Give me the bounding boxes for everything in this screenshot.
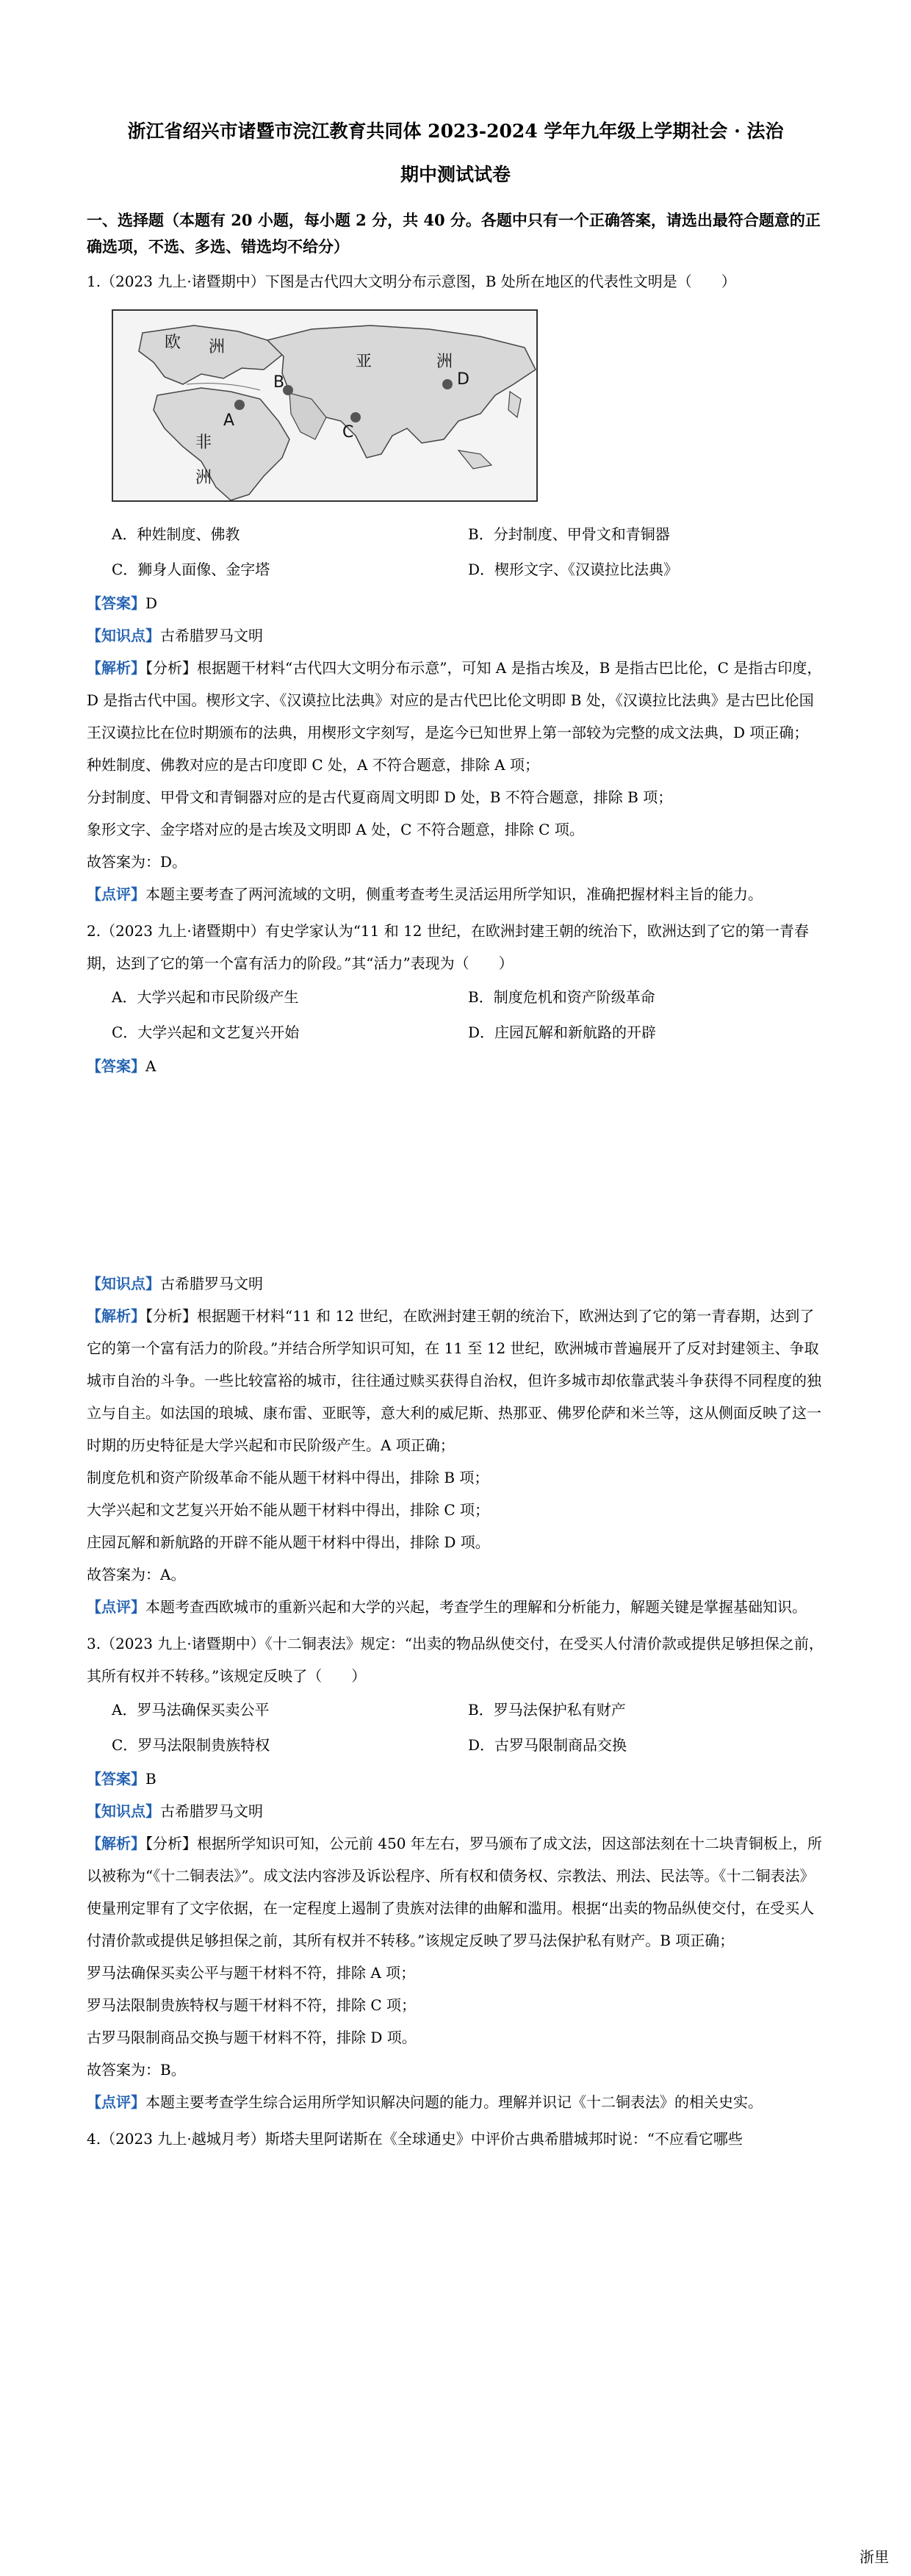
comment-paragraph <box>87 2086 824 2118</box>
comment-tag: 【点评】 <box>87 2093 145 2111</box>
question-3 <box>87 1627 824 2118</box>
comment-tag: 【点评】 <box>87 885 145 903</box>
analysis-paragraph <box>87 1300 824 1461</box>
map-label-D: D <box>457 370 469 389</box>
map-label-europe: 欧 <box>165 334 181 352</box>
option-a: A．大学兴起和市民阶级产生 <box>112 988 299 1006</box>
analysis-tag: 【解析】 <box>87 659 145 677</box>
question-1-stem: 1.（2023 九上·诸暨期中）下图是古代四大文明分布示意图，B 处所在地区的代表性文明是（ ） <box>87 273 736 290</box>
option-a: A．罗马法确保买卖公平 <box>112 1701 270 1719</box>
option-b: B．制度危机和资产阶级革命 <box>468 988 655 1006</box>
option-b: B．分封制度、甲骨文和青铜器 <box>468 525 670 543</box>
analysis-tag: 【解析】 <box>87 1835 145 1852</box>
answer-line <box>87 1763 824 1795</box>
analysis-text: 【分析】根据所学知识可知，公元前 450 年左右，罗马颁布了成文法，因这部法刻在十二块青铜板上，所以被称为“《十二铜表法》”。成文法内容涉及诉讼程序、所有权和债务权、宗教法、刑法、民法等。《十二铜表法》使量刑定罪有了文字依据，在一定程度上遏制了贵族对法律的曲解和滥用。根据“出卖的物品纵使交付，在受买人付清价款或提供足够担保之前，其所有权并不转移。”该规定反映了罗马法保护私有财产。B 项正确； <box>87 1835 822 1949</box>
knowledge-tag: 【知识点】 <box>87 1802 160 1820</box>
option-b: B．罗马法保护私有财产 <box>468 1701 626 1719</box>
paper-title-line1: 浙江省绍兴市诸暨市浣江教育共同体 2023-2024 学年九年级上学期社会 · 法治 <box>127 120 784 142</box>
answer-value: A <box>145 1057 156 1075</box>
analysis-paragraph <box>87 652 824 749</box>
map-label-asia-2: 洲 <box>436 353 453 371</box>
knowledge-value: 古希腊罗马文明 <box>160 627 263 644</box>
comment-tag: 【点评】 <box>87 1598 145 1616</box>
analysis-line: 罗马法限制贵族特权与题干材料不符，排除 C 项； <box>87 1996 417 2014</box>
map-label-asia: 亚 <box>356 353 372 371</box>
question-3-stem: 3.（2023 九上·诸暨期中）《十二铜表法》规定：“出卖的物品纵使交付，在受买人付清价款或提供足够担保之前，其所有权并不转移。”该规定反映了（ ） <box>87 1635 824 1685</box>
option-d: D．庄园瓦解和新航路的开辟 <box>468 1023 657 1041</box>
analysis-line: 象形文字、金字塔对应的是古埃及文明即 A 处，C 不符合题意，排除 C 项。 <box>87 821 584 838</box>
comment-text: 本题考查西欧城市的重新兴起和大学的兴起，考查学生的理解和分析能力，解题关键是掌握基础知识。 <box>145 1598 807 1616</box>
question-4 <box>87 2123 824 2155</box>
answer-conclusion: 故答案为：D。 <box>87 853 187 871</box>
analysis-tag: 【解析】 <box>87 1307 145 1325</box>
answer-tag: 【答案】 <box>87 1057 145 1075</box>
option-c: C．大学兴起和文艺复兴开始 <box>112 1023 300 1041</box>
option-c: C．狮身人面像、金字塔 <box>112 561 270 578</box>
analysis-line: 分封制度、甲骨文和青铜器对应的是古代夏商周文明即 D 处，B 不符合题意，排除 B 项； <box>87 788 673 806</box>
option-d: D．古罗马限制商品交换 <box>468 1736 627 1754</box>
footer-watermark: 浙里 <box>860 2548 889 2566</box>
analysis-paragraph <box>87 1827 824 1957</box>
analysis-line: 庄园瓦解和新航路的开辟不能从题干材料中得出，排除 D 项。 <box>87 1533 490 1551</box>
question-2-options <box>87 979 824 1050</box>
analysis-line: 古罗马限制商品交换与题干材料不符，排除 D 项。 <box>87 2029 417 2046</box>
analysis-line: 种姓制度、佛教对应的是古印度即 C 处，A 不符合题意，排除 A 项； <box>87 756 539 774</box>
analysis-line: 制度危机和资产阶级革命不能从题干材料中得出，排除 B 项； <box>87 1469 489 1486</box>
question-2-stem: 2.（2023 九上·诸暨期中）有史学家认为“11 和 12 世纪，在欧洲封建王朝的统治下，欧洲达到了它的第一青春期，达到了它的第一个富有活力的阶段。”其“活力”表现为（ ） <box>87 922 809 972</box>
answer-line <box>87 587 824 619</box>
knowledge-tag: 【知识点】 <box>87 1275 160 1292</box>
paper-title-line2: 期中测试试卷 <box>400 163 511 185</box>
map-label-C: C <box>342 423 354 442</box>
map-label-africa: 非 <box>195 433 212 452</box>
knowledge-line <box>87 1795 824 1827</box>
knowledge-line <box>87 1267 824 1300</box>
knowledge-value: 古希腊罗马文明 <box>160 1275 263 1292</box>
knowledge-tag: 【知识点】 <box>87 627 160 644</box>
option-a: A．种姓制度、佛教 <box>112 525 240 543</box>
knowledge-value: 古希腊罗马文明 <box>160 1802 263 1820</box>
answer-value: B <box>145 1770 156 1788</box>
analysis-text: 【分析】根据题干材料“11 和 12 世纪，在欧洲封建王朝的统治下，欧洲达到了它的第一青春期，达到了它的第一个富有活力的阶段。”并结合所学知识可知，在 11 至 12 世纪，欧洲城市普遍展开了反对封建领主、争取城市自治的斗争。一些比较富裕的城市，往往通过赎买获得自治权，但许多城市却依靠武装斗争获得不同程度的独立与自主。如法国的琅城、康布雷、亚眠等，意大利的威尼斯、热那亚、佛罗伦萨和米兰等，这从侧面反映了这一时期的历史特征是大学兴起和市民阶级产生。A 项正确； <box>87 1307 821 1454</box>
question-1-options <box>87 517 824 587</box>
section-heading: 一、选择题（本题有 20 小题，每小题 2 分，共 40 分。各题中只有一个正确答案，请选出最符合题意的正确选项，不选、多选、错选均不给分） <box>87 210 821 256</box>
question-1 <box>87 265 824 910</box>
answer-tag: 【答案】 <box>87 594 145 612</box>
question-4-stem: 4.（2023 九上·越城月考）斯塔夫里阿诺斯在《全球通史》中评价古典希腊城邦时说：“不应看它哪些 <box>87 2130 743 2148</box>
option-d: D．楔形文字、《汉谟拉比法典》 <box>468 561 679 578</box>
comment-paragraph <box>87 1591 824 1623</box>
map-label-A: A <box>223 411 235 430</box>
analysis-text: 【分析】根据题干材料“古代四大文明分布示意”，可知 A 是指古埃及，B 是指古巴比伦，C 是指古印度，D 是指古代中国。楔形文字、《汉谟拉比法典》对应的是古代巴比伦文明即 B 处，《汉谟拉比法典》是古巴比伦国王汉谟拉比在位时期颁布的法典，用楔形文字刻写，是迄今已知世界上第一部较为完整的成文法典，D 项正确； <box>87 659 822 741</box>
analysis-line: 罗马法确保买卖公平与题干材料不符，排除 A 项； <box>87 1964 416 1982</box>
answer-tag: 【答案】 <box>87 1770 145 1788</box>
map-label-europe-2: 洲 <box>209 338 226 356</box>
blank-space <box>87 1082 824 1267</box>
comment-paragraph <box>87 878 824 910</box>
ancient-civilizations-map <box>112 309 538 502</box>
answer-conclusion: 故答案为：B。 <box>87 2061 186 2079</box>
answer-line <box>87 1050 824 1082</box>
answer-value: D <box>145 594 158 612</box>
map-label-B: B <box>273 373 285 392</box>
comment-text: 本题主要考查了两河流域的文明，侧重考查考生灵活运用所学知识，准确把握材料主旨的能力。 <box>145 885 763 903</box>
comment-text: 本题主要考查学生综合运用所学知识解决问题的能力。理解并识记《十二铜表法》的相关史实。 <box>145 2093 763 2111</box>
option-c: C．罗马法限制贵族特权 <box>112 1736 270 1754</box>
answer-conclusion: 故答案为：A。 <box>87 1566 186 1583</box>
knowledge-line <box>87 619 824 652</box>
map-label-africa-2: 洲 <box>195 469 212 487</box>
question-2 <box>87 915 824 1623</box>
question-3-options <box>87 1692 824 1763</box>
analysis-line: 大学兴起和文艺复兴开始不能从题干材料中得出，排除 C 项； <box>87 1501 490 1519</box>
